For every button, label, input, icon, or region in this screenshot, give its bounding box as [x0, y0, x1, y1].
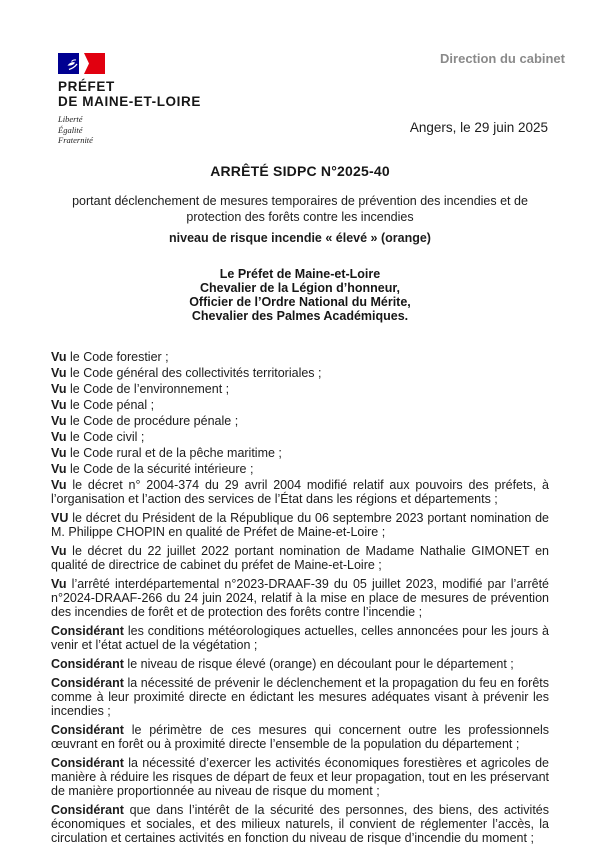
body-paragraph [51, 478, 549, 506]
paragraph-lead: VU [51, 511, 69, 525]
paragraph-lead: Vu [51, 414, 67, 428]
paragraph-text: le Code rural et de la pêche maritime ; [66, 446, 282, 460]
motto-egalite: Égalité [58, 124, 83, 135]
paragraph-text: le Code pénal ; [66, 398, 155, 412]
body-paragraph [51, 723, 549, 751]
service-name: Direction du cabinet [440, 51, 565, 66]
authority-line: Officier de l’Ordre National du Mérite, [189, 295, 411, 309]
body-paragraph [51, 657, 549, 671]
paragraph-lead: Vu [51, 462, 67, 476]
paragraph-text: le décret n° 2004-374 du 29 avril 2004 modifié relatif aux pouvoirs des préfets, à l’organisation et l’action des services de l’État dans les régions et départements ; [51, 478, 549, 506]
paragraph-lead: Vu [51, 398, 67, 412]
vu-item [51, 446, 549, 460]
body-paragraph [51, 803, 549, 845]
authority-line: Chevalier des Palmes Académiques. [191, 309, 409, 323]
paragraph-lead: Vu [51, 577, 67, 591]
decree-subtitle: portant déclenchement de mesures temporaires de prévention des incendies et de protection des forêts contre les incendies [72, 194, 528, 224]
dateline: Angers, le 29 juin 2025 [409, 120, 548, 135]
paragraph-lead: Considérant [51, 624, 124, 638]
body-paragraph [51, 511, 549, 539]
french-flag-icon [58, 53, 105, 74]
authority-line: Le Préfet de Maine-et-Loire [219, 267, 381, 281]
paragraph-lead: Vu [51, 366, 67, 380]
paragraph-lead: Vu [51, 446, 67, 460]
paragraph-lead: Considérant [51, 723, 124, 737]
paragraph-text: la nécessité de prévenir le déclenchement et la propagation du feu en forêts comme à leur proximité directe en édictant les mesures adéquates visant à prévenir les incendies ; [51, 676, 549, 718]
vu-item [51, 414, 549, 428]
document-content [51, 163, 549, 850]
decree-title: ARRÊTÉ SIDPC N°2025-40 [210, 163, 390, 179]
paragraph-text: le périmètre de ces mesures qui concernent outre les professionnels œuvrant en forêt ou à proximité directe l’ensemble de la population du département ; [51, 723, 549, 751]
vu-item [51, 462, 549, 476]
republic-motto [58, 114, 201, 146]
paragraph-lead: Vu [51, 430, 67, 444]
paragraph-lead: Vu [51, 478, 67, 492]
decree-body [51, 350, 549, 845]
paragraph-lead: Considérant [51, 803, 124, 817]
vu-item [51, 382, 549, 396]
authority-block [51, 267, 549, 323]
paragraph-text: que dans l’intérêt de la sécurité des personnes, des biens, des activités économiques et sociales, et des milieux naturels, il convient de réglementer l’accès, la circulation et certaines activités en fonction du niveau de risque d’incendie du moment ; [51, 803, 549, 845]
prefet-title: PRÉFET [58, 79, 115, 94]
paragraph-lead: Considérant [51, 676, 124, 690]
paragraph-text: le décret du 22 juillet 2022 portant nomination de Madame Nathalie GIMONET en qualité de directrice de cabinet du préfet de Maine-et-Loire ; [51, 544, 549, 572]
vu-item [51, 366, 549, 380]
paragraph-lead: Considérant [51, 657, 124, 671]
paragraph-text: le décret du Président de la République du 06 septembre 2023 portant nomination de M. Philippe CHOPIN en qualité de Préfet de Maine-et-Loire ; [51, 511, 549, 539]
body-paragraph [51, 624, 549, 652]
paragraph-text: le Code de la sécurité intérieure ; [66, 462, 254, 476]
motto-liberte: Liberté [58, 114, 83, 124]
marianne-logo-block [58, 53, 201, 146]
vu-item [51, 398, 549, 412]
paragraph-text: le Code général des collectivités territoriales ; [66, 366, 322, 380]
paragraph-text: la nécessité d’exercer les activités économiques forestières et agricoles de manière à réduire les risques de départ de feux et leur propagation, tout en les préservant de manière proportionnée au niveau de risque du moment ; [51, 756, 549, 798]
paragraph-text: les conditions météorologiques actuelles, celles annoncées pour les jours à venir et l’état actuel de la végétation ; [51, 624, 549, 652]
paragraph-text: l’arrêté interdépartemental n°2023-DRAAF-39 du 05 juillet 2023, modifié par l’arrêté n°2024-DRAAF-266 du 24 juin 2024, relatif à la mise en place de mesures de prévention des incendies de forêt et de protection des forêts contre l’incendie ; [51, 577, 549, 619]
paragraph-text: le Code de l’environnement ; [66, 382, 230, 396]
paragraph-text: le Code forestier ; [66, 350, 169, 364]
prefet-region: DE MAINE-ET-LOIRE [58, 94, 201, 109]
motto-fraternite: Fraternité [58, 135, 93, 145]
paragraph-lead: Vu [51, 350, 67, 364]
authority-line: Chevalier de la Légion d’honneur, [199, 281, 401, 295]
body-paragraph [51, 676, 549, 718]
vu-item [51, 350, 549, 364]
risk-level-line: niveau de risque incendie « élevé » (orange) [169, 231, 431, 245]
body-paragraph [51, 577, 549, 619]
paragraph-lead: Vu [51, 544, 67, 558]
paragraph-lead: Vu [51, 382, 67, 396]
paragraph-text: le Code civil ; [66, 430, 145, 444]
paragraph-text: le niveau de risque élevé (orange) en découlant pour le département ; [123, 657, 514, 671]
paragraph-lead: Considérant [51, 756, 124, 770]
body-paragraph [51, 544, 549, 572]
paragraph-text: le Code de procédure pénale ; [66, 414, 239, 428]
vu-item [51, 430, 549, 444]
body-paragraph [51, 756, 549, 798]
